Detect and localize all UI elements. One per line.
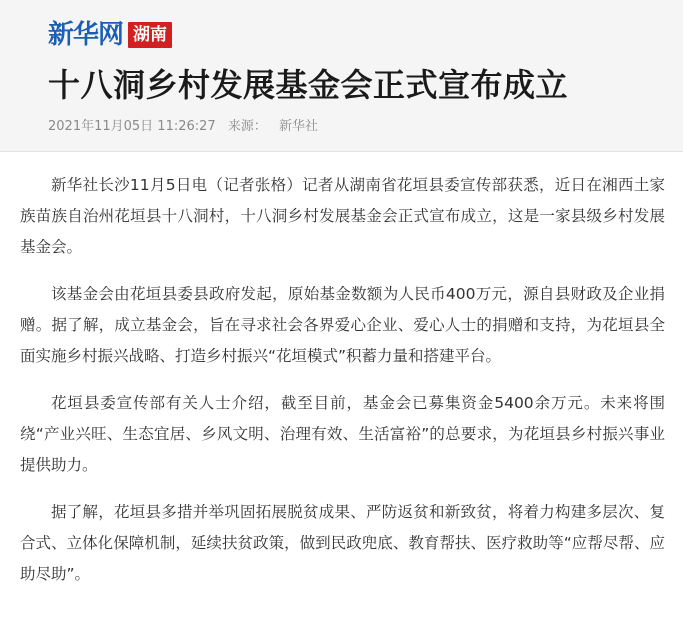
logo-wordmark: 新华网 (48, 20, 124, 50)
source-name: 新华社 (278, 119, 318, 134)
source-label: 来源： (227, 119, 267, 134)
site-logo[interactable] (48, 20, 172, 50)
publish-datetime: 2021年11月05日 11:26:27 (48, 119, 216, 134)
article-paragraph: 据了解，花垣县多措并举巩固拓展脱贫成果、严防返贫和新致贫，将着力构建多层次、复合式、立体化保障机制，延续扶贫政策，做到民政兜底、教育帮扶、医疗救助等“应帮尽帮、应助尽助”。 (20, 503, 665, 583)
article-title: 十八洞乡村发展基金会正式宣布成立 (48, 66, 569, 104)
article-paragraph: 花垣县委宣传部有关人士介绍，截至目前，基金会已募集资金5400余万元。未来将围绕“产业兴旺、生态宜居、乡风文明、治理有效、生活富裕”的总要求，为花垣县乡村振兴事业提供助力。 (20, 394, 665, 474)
article-header (0, 0, 683, 152)
article-paragraph: 该基金会由花垣县委县政府发起，原始基金数额为人民币400万元，源自县财政及企业捐赠。据了解，成立基金会，旨在寻求社会各界爱心企业、爱心人士的捐赠和支持，为花垣县全面实施乡村振兴战略、打造乡村振兴“花垣模式”积蓄力量和搭建平台。 (20, 285, 665, 365)
article-body (20, 170, 665, 606)
article-meta (48, 118, 326, 136)
region-badge: 湖南 (128, 22, 172, 48)
article-paragraph: 新华社长沙11月5日电（记者张格）记者从湖南省花垣县委宣传部获悉，近日在湘西土家族苗族自治州花垣县十八洞村，十八洞乡村发展基金会正式宣布成立，这是一家县级乡村发展基金会。 (20, 176, 665, 256)
